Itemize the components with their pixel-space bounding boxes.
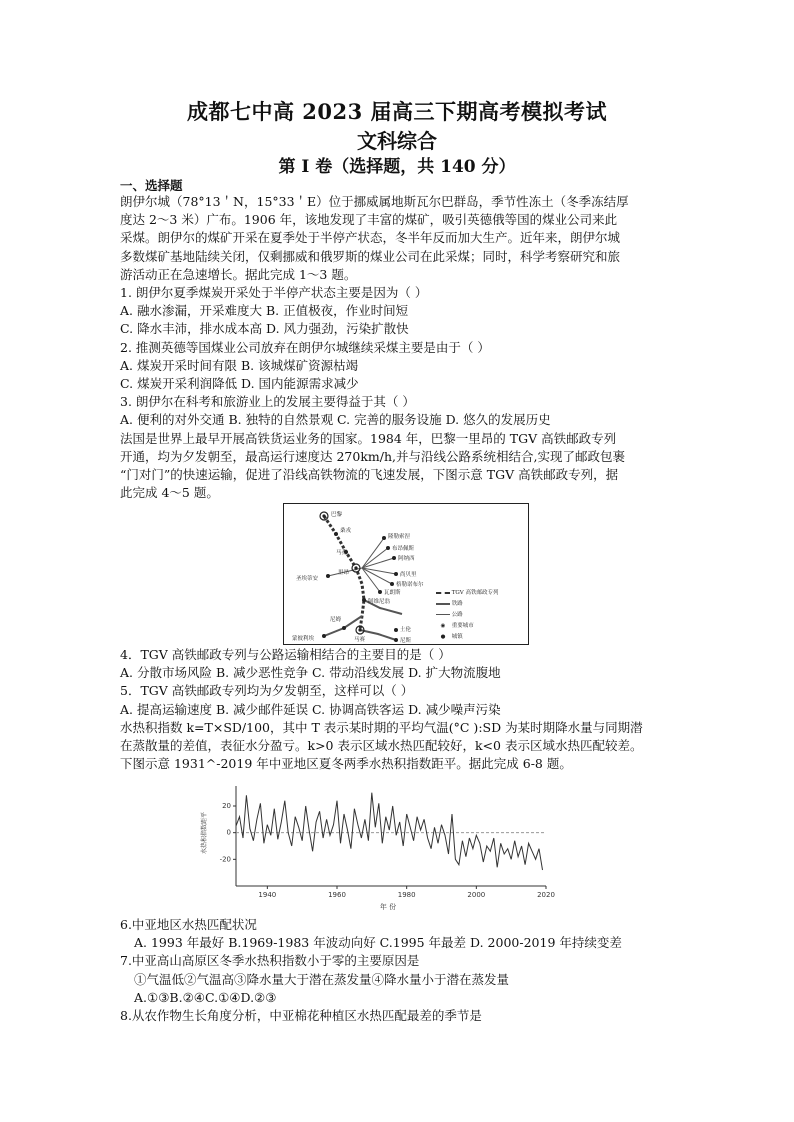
question-5-stem: 5．TGV 高铁邮政专列均为夕发朝至，这样可以（ ） bbox=[120, 683, 414, 699]
question-8-stem: 8.从农作物生长角度分析，中亚棉花种植区水热匹配最差的季节是 bbox=[120, 1008, 482, 1024]
questions-6-8 bbox=[120, 916, 680, 1025]
city-label: 尼斯 bbox=[400, 638, 412, 644]
x-tick-label: 1940 bbox=[258, 891, 277, 899]
question-1-options-ab: A. 融水渗漏，开采难度大 B. 正值极夜，作业时间短 bbox=[120, 303, 409, 319]
question-2-options-ab: A. 煤炭开采时间有限 B. 该城煤矿资源枯竭 bbox=[120, 357, 359, 373]
question-3-stem: 3. 朗伊尔在科考和旅游业上的发展主要得益于其（ ） bbox=[120, 394, 415, 410]
exam-title: 成都七中高 2023 届高三下期高考模拟考试 bbox=[186, 99, 608, 124]
question-6-options: A. 1993 年最好 B.1969-1983 年波动向好 C.1995 年最差 D. 2000-2019 年持续变差 bbox=[134, 935, 622, 951]
passage-line: 在蒸散量的差值，表征水分盈亏。k>0 表示区域水热匹配较好，k<0 表示区域水热匹配较差。 bbox=[120, 738, 643, 754]
city-label: 隆勒索涅 bbox=[388, 534, 411, 540]
legend-road: 公路 bbox=[436, 610, 499, 621]
city-label: 马赛 bbox=[354, 637, 366, 643]
passage-line: 此完成 4～5 题。 bbox=[120, 485, 219, 501]
y-axis-label: 水热积指数距平 bbox=[201, 811, 208, 855]
passage-line: 游活动正在急速增长。据此完成 1～3 题。 bbox=[120, 266, 357, 282]
city-label: 土伦 bbox=[400, 627, 412, 633]
y-tick-label: 0 bbox=[226, 828, 231, 837]
question-4-options: A. 分散市场风险 B. 减少恶性竞争 C. 带动沿线发展 D. 扩大物流腹地 bbox=[120, 665, 501, 681]
legend-major-city: ◉ 重要城市 bbox=[440, 623, 474, 629]
x-axis-label: 年 份 bbox=[379, 903, 397, 911]
legend-tgv: TGV 高铁邮政专列 bbox=[436, 588, 499, 599]
questions-4-5-passage-3 bbox=[120, 646, 680, 773]
exam-part-heading: 第 I 卷（选择题，共 140 分） bbox=[278, 157, 516, 177]
passage-line: 朗伊尔城（78°13＇N，15°33＇E）位于挪威属地斯瓦尔巴群岛，季节性冻土（冬季冻结厚 bbox=[120, 194, 629, 209]
passage-1 bbox=[120, 193, 680, 502]
y-tick-label: 20 bbox=[222, 802, 231, 810]
legend-town: ● 城镇 bbox=[440, 634, 463, 640]
index-anomaly-chart bbox=[196, 778, 556, 912]
city-label: 里昂 bbox=[338, 570, 350, 576]
city-label: 尼姆 bbox=[330, 617, 342, 623]
city-label: 布昂佩斯 bbox=[392, 546, 415, 552]
question-7-items: ①气温低②气温高③降水量大于潜在蒸发量④降水量小于潜在蒸发量 bbox=[134, 971, 510, 987]
city-label: 瓦朗斯 bbox=[384, 590, 401, 596]
question-2-options-cd: C. 煤炭开采利润降低 D. 国内能源需求减少 bbox=[120, 376, 359, 392]
city-label: 蒙彼利埃 bbox=[292, 636, 315, 642]
x-tick-label: 2020 bbox=[537, 891, 555, 899]
passage-line: “门对门”的快速运输，促进了沿线高铁物流的飞速发展，下图示意 TGV 高铁邮政专列，据 bbox=[120, 467, 619, 483]
legend-railway: 铁路 bbox=[436, 599, 499, 610]
question-1-options-cd: C. 降水丰沛，排水成本高 D. 风力强劲，污染扩散快 bbox=[120, 321, 409, 337]
city-label: 桑戎 bbox=[340, 528, 352, 534]
city-label: 阿维尼翁 bbox=[368, 599, 391, 605]
question-7-options: A.①③B.②④C.①④D.②③ bbox=[134, 989, 277, 1005]
x-tick-label: 1980 bbox=[397, 891, 416, 899]
passage-line: 开通，均为夕发朝至，最高运行速度达 270km/h,并与沿线公路系统相结合,实现了邮政包裹 bbox=[120, 448, 625, 464]
section-label: 一、选择题 bbox=[120, 178, 183, 193]
passage-line: 度达 2～3 米）广布。1906 年，该地发现了丰富的煤矿，吸引英德俄等国的煤业公司来此 bbox=[120, 212, 618, 228]
city-label: 马孔 bbox=[336, 550, 348, 556]
map-legend bbox=[436, 588, 499, 643]
railway-line bbox=[360, 630, 396, 640]
city-label: 格勒诺布尔 bbox=[396, 582, 424, 588]
chart-svg bbox=[196, 778, 556, 912]
passage-line: 下图示意 1931^-2019 年中亚地区夏冬两季水热积指数距平。据此完成 6-8 题。 bbox=[120, 756, 572, 772]
city-label: 圣埃蒂安 bbox=[296, 576, 319, 582]
passage-line: 法国是世界上最早开展高铁货运业务的国家。1984 年，巴黎一里昂的 TGV 高铁邮政专列 bbox=[120, 430, 617, 446]
question-7-stem: 7.中亚高山高原区冬季水热积指数小于零的主要原因是 bbox=[120, 953, 420, 969]
x-tick-label: 1960 bbox=[328, 891, 346, 899]
road-lines bbox=[328, 538, 396, 592]
question-2-stem: 2. 推测英德等国煤业公司放弃在朗伊尔城继续采煤主要是由于（ ） bbox=[120, 339, 490, 355]
anomaly-series-line bbox=[236, 793, 543, 870]
y-tick-label: -20 bbox=[219, 855, 231, 864]
city-label: 阿纳西 bbox=[398, 556, 415, 562]
question-5-options: A. 提高运输速度 B. 减少邮件延误 C. 协调高铁客运 D. 减少噪声污染 bbox=[120, 701, 501, 717]
question-6-stem: 6.中亚地区水热匹配状况 bbox=[120, 917, 257, 932]
question-3-options: A. 便利的对外交通 B. 独特的自然景观 C. 完善的服务设施 D. 悠久的发展历史 bbox=[120, 412, 551, 428]
exam-subject: 文科综合 bbox=[357, 129, 437, 153]
question-4-stem: 4．TGV 高铁邮政专列与公路运输相结合的主要目的是（ ） bbox=[120, 647, 451, 662]
city-label: 尚贝里 bbox=[400, 572, 417, 578]
question-1-stem: 1. 朗伊尔夏季煤炭开采处于半停产状态主要是因为（ ） bbox=[120, 285, 428, 301]
city-label: 巴黎 bbox=[331, 512, 343, 518]
passage-line: 采煤。朗伊尔的煤矿开采在夏季处于半停产状态，冬半年反而加大生产。近年来，朗伊尔城 bbox=[120, 230, 621, 246]
passage-line: 多数煤矿基地陆续关闭，仅剩挪威和俄罗斯的煤业公司在此采煤；同时，科学考察研究和旅 bbox=[120, 248, 621, 264]
x-tick-label: 2000 bbox=[467, 891, 486, 899]
passage-line: 水热积指数 k=T×SD/100，其中 T 表示某时期的平均气温(°C ):SD 为某时期降水量与同期潜 bbox=[120, 719, 643, 735]
